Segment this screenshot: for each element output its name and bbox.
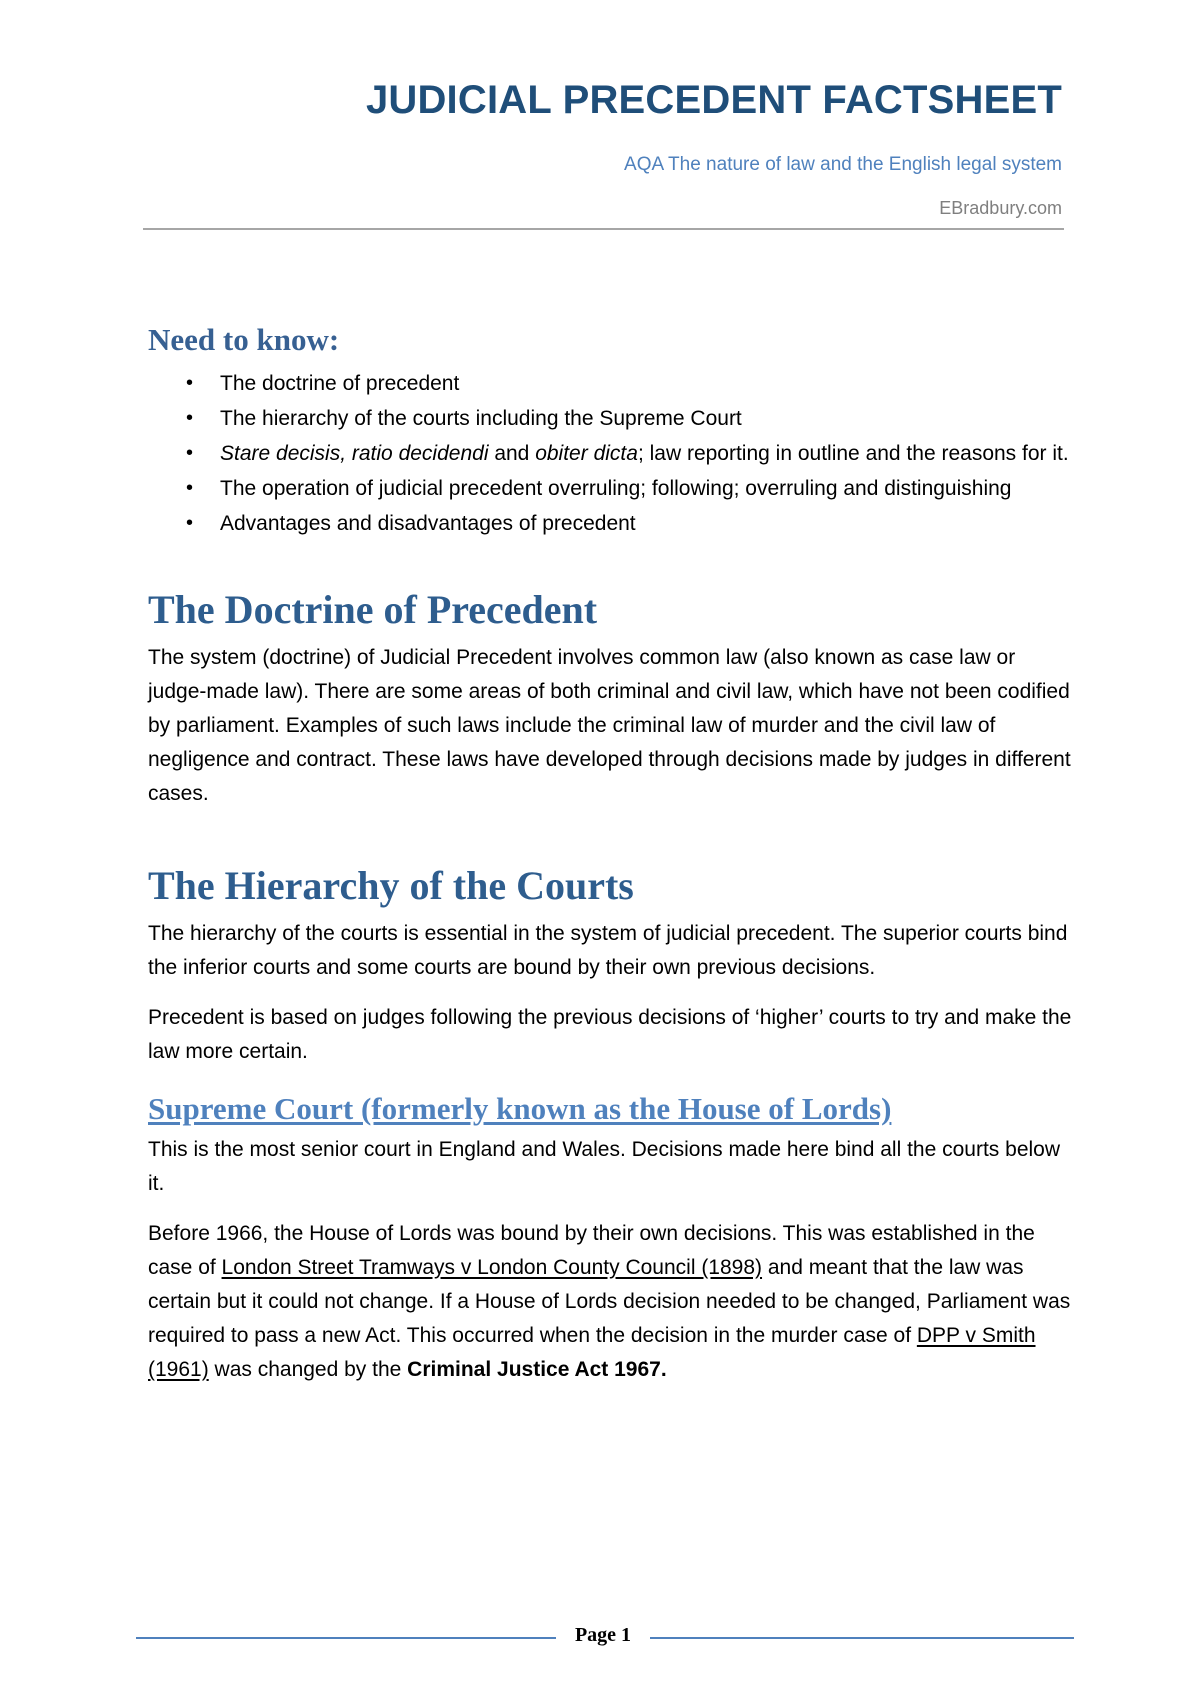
list-item [186,436,1078,471]
header-divider [143,228,1064,230]
supreme-court-heading: Supreme Court (formerly known as the House of Lords) [148,1091,892,1126]
hierarchy-heading: The Hierarchy of the Courts [148,863,634,908]
statute-name: Criminal Justice Act 1967. [407,1358,667,1381]
footer-rule-left [136,1637,556,1639]
list-item-text: and [488,442,536,465]
list-item-text: Advantages and disadvantages of precedent [220,512,636,535]
bullet-icon: • [186,372,194,394]
latin-term: obiter dicta [535,442,638,465]
bullet-icon: • [186,512,194,534]
need-to-know-list [148,366,1078,541]
doctrine-paragraph: The system (doctrine) of Judicial Precedent involves common law (also known as case law or judge-made law). There are some areas of both criminal and civil law, which have not been codified by parliament. Examples of such laws include the criminal law of murder and the civil law of negligence and contract. These laws have developed through decisions made by judges in different cases. [148,646,1071,805]
hierarchy-paragraph: The hierarchy of the courts is essential in the system of judicial precedent. The superior courts bind the inferior courts and some courts are bound by their own previous decisions. [148,922,1068,979]
paragraph-text: Before 1966, the House of Lords was bound by their own decisions. This was established in the case of [148,1222,1035,1279]
need-to-know-heading: Need to know: [148,322,340,357]
supreme-court-paragraph [148,1217,1078,1387]
list-item [186,471,1078,506]
document-subtitle: AQA The nature of law and the English legal system [624,154,1062,175]
document-body [148,318,1078,1387]
list-item-text: The hierarchy of the courts including the Supreme Court [220,407,742,430]
case-citation: London Street Tramways v London County Council (1898) [221,1256,763,1279]
latin-term: Stare decisis, ratio decidendi [220,442,489,465]
list-item-text: The operation of judicial precedent overruling; following; overruling and distinguishing [220,477,1012,500]
list-item [186,401,1078,436]
paragraph-text: and meant that the law was certain but it could not change. If a House of Lords decision needed to be changed, Parliament was required to pass a new Act. This occurred when the decision in the murder case of [148,1256,1071,1347]
hierarchy-paragraph: Precedent is based on judges following the previous decisions of ‘higher’ courts to try and make the law more certain. [148,1006,1072,1063]
bullet-icon: • [186,442,194,464]
bullet-icon: • [186,477,194,499]
bullet-icon: • [186,407,194,429]
list-item-text: The doctrine of precedent [220,372,460,395]
page-number: Page 1 [574,1624,632,1646]
document-title: JUDICIAL PRECEDENT FACTSHEET [365,78,1062,122]
case-citation: DPP v Smith (1961) [148,1324,1036,1381]
paragraph-text: was changed by the [208,1358,408,1381]
supreme-court-paragraph: This is the most senior court in England and Wales. Decisions made here bind all the courts below it. [148,1138,1061,1195]
footer-rule-right [650,1637,1074,1639]
list-item [186,366,1078,401]
doctrine-heading: The Doctrine of Precedent [148,587,598,632]
list-item [186,506,1078,541]
site-name: EBradbury.com [939,198,1062,218]
list-item-text: ; law reporting in outline and the reasons for it. [637,442,1069,465]
